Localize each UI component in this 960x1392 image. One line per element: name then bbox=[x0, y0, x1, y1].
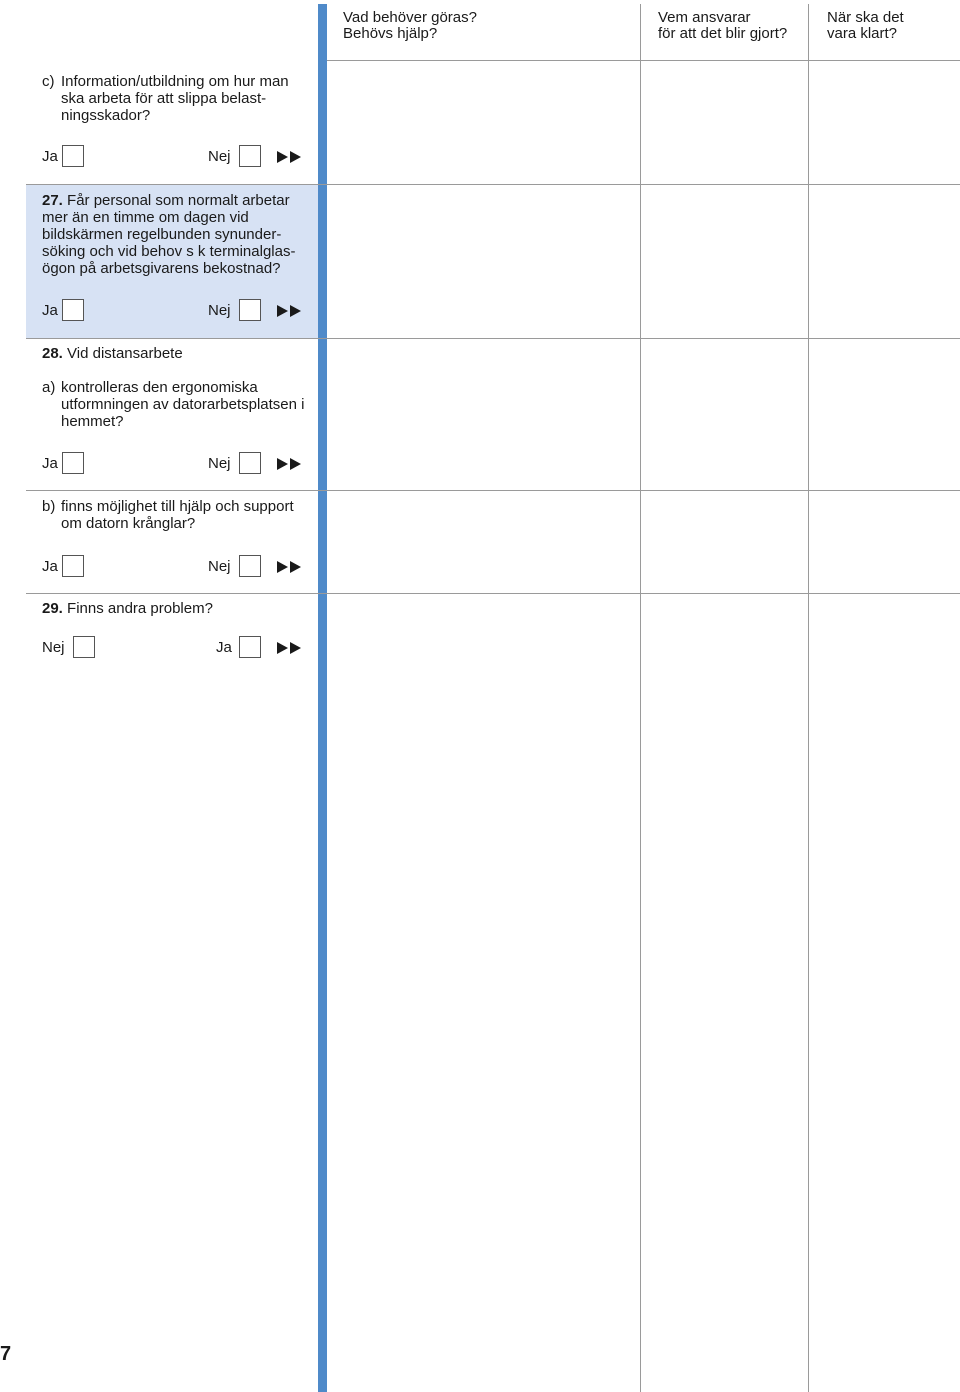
page-number: 7 bbox=[0, 1343, 12, 1365]
answer-yes-label: Ja bbox=[42, 302, 58, 319]
column-divider-bar bbox=[318, 4, 327, 1392]
forward-arrows-icon bbox=[277, 304, 305, 318]
q29-yes-checkbox[interactable] bbox=[239, 636, 261, 658]
answer-no-label: Nej bbox=[42, 639, 65, 656]
question-text: Finns andra problem? bbox=[67, 600, 213, 617]
row-separator bbox=[26, 490, 960, 491]
header-who-is-responsible: Vem ansvarar för att det blir gjort? bbox=[658, 9, 788, 42]
question-text: Vid distansarbete bbox=[67, 345, 183, 362]
question-29 bbox=[42, 600, 312, 617]
question-number: 28. bbox=[42, 345, 63, 362]
q28a-no-checkbox[interactable] bbox=[239, 452, 261, 474]
question-label: a) bbox=[42, 379, 56, 396]
header-what-needs-doing: Vad behöver göras? Behövs hjälp? bbox=[343, 9, 477, 42]
q27-no-checkbox[interactable] bbox=[239, 299, 261, 321]
answer-no-label: Nej bbox=[208, 558, 231, 575]
row-separator bbox=[26, 184, 960, 185]
question-text: Information/utbildning om hur man ska arbeta för att slippa belast- ningsskador? bbox=[61, 73, 289, 124]
q26c-no-checkbox[interactable] bbox=[239, 145, 261, 167]
question-number: 29. bbox=[42, 600, 63, 617]
column-separator bbox=[640, 4, 641, 1392]
row-separator bbox=[26, 338, 960, 339]
answer-yes-label: Ja bbox=[42, 558, 58, 575]
forward-arrows-icon bbox=[277, 641, 305, 655]
question-text: finns möjlighet till hjälp och support om datorn krånglar? bbox=[61, 498, 294, 532]
q28a-yes-checkbox[interactable] bbox=[62, 452, 84, 474]
question-number: 27. bbox=[42, 192, 63, 209]
answer-no-label: Nej bbox=[208, 302, 231, 319]
question-text: Får personal som normalt arbetar mer än en timme om dagen vid bildskärmen regelbunden synunder- söking och vid behov s k terminalglas- ögon på arbetsgivarens bekostnad? bbox=[42, 192, 296, 277]
row-separator bbox=[327, 60, 960, 61]
answer-yes-label: Ja bbox=[42, 455, 58, 472]
forward-arrows-icon bbox=[277, 560, 305, 574]
column-separator bbox=[808, 4, 809, 1392]
answer-yes-label: Ja bbox=[216, 639, 232, 656]
q28b-yes-checkbox[interactable] bbox=[62, 555, 84, 577]
answer-no-label: Nej bbox=[208, 455, 231, 472]
question-label: b) bbox=[42, 498, 56, 515]
question-text: kontrolleras den ergonomiska utformningen av datorarbetsplatsen i hemmet? bbox=[61, 379, 305, 430]
question-27 bbox=[42, 192, 312, 277]
question-label: c) bbox=[42, 73, 55, 90]
row-separator bbox=[26, 593, 960, 594]
q28b-no-checkbox[interactable] bbox=[239, 555, 261, 577]
header-when-done: När ska det vara klart? bbox=[827, 9, 904, 42]
q26c-yes-checkbox[interactable] bbox=[62, 145, 84, 167]
forward-arrows-icon bbox=[277, 457, 305, 471]
q29-no-checkbox[interactable] bbox=[73, 636, 95, 658]
forward-arrows-icon bbox=[277, 150, 305, 164]
q27-yes-checkbox[interactable] bbox=[62, 299, 84, 321]
answer-yes-label: Ja bbox=[42, 148, 58, 165]
question-28 bbox=[42, 345, 312, 362]
answer-no-label: Nej bbox=[208, 148, 231, 165]
